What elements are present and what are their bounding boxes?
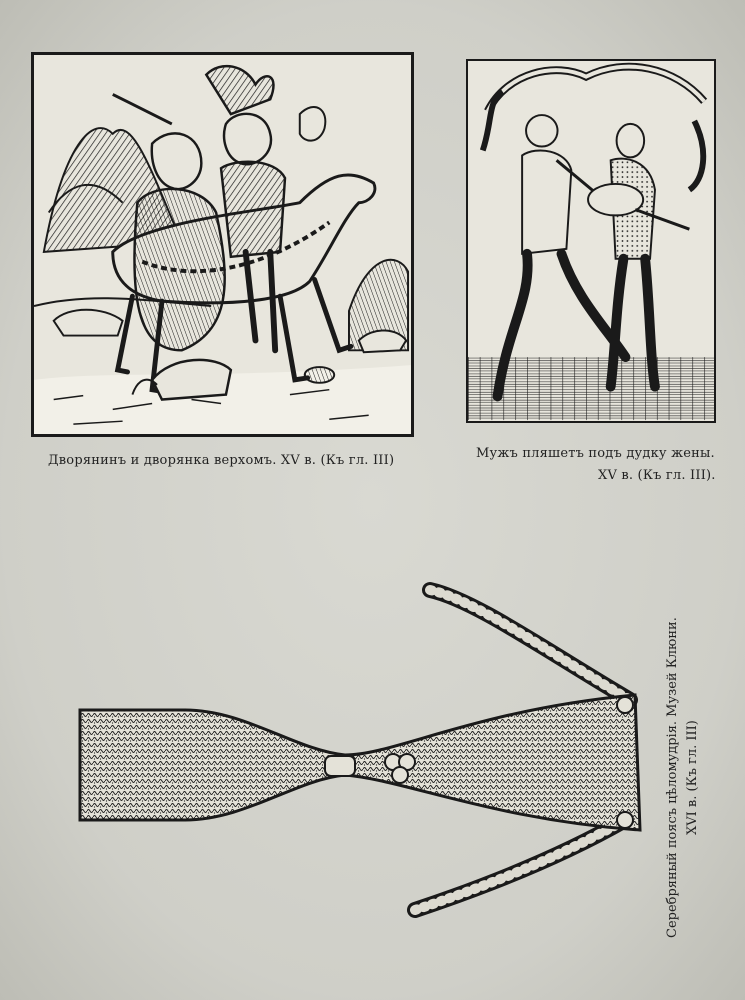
woodcut-dancers-illustration	[466, 59, 716, 423]
riders-woodcut-drawing	[34, 55, 411, 434]
chastity-belt-illustration	[75, 580, 655, 920]
left-plate-caption: Дворянинъ и дворянка верхомъ. XV в. (Къ гл. III)	[48, 453, 395, 468]
woodcut-riders-illustration	[31, 52, 414, 437]
dancers-woodcut-drawing	[468, 61, 714, 421]
belt-caption-line1: Серебряный поясъ цѣломудрія. Музей Клюни.	[665, 617, 680, 938]
right-plate-caption-line2: XV в. (Къ гл. III).	[598, 468, 716, 483]
belt-caption-line2: XVI в. (Къ гл. III)	[685, 720, 700, 835]
right-plate-caption-line1: Мужъ пляшетъ подъ дудку жены.	[476, 446, 715, 461]
